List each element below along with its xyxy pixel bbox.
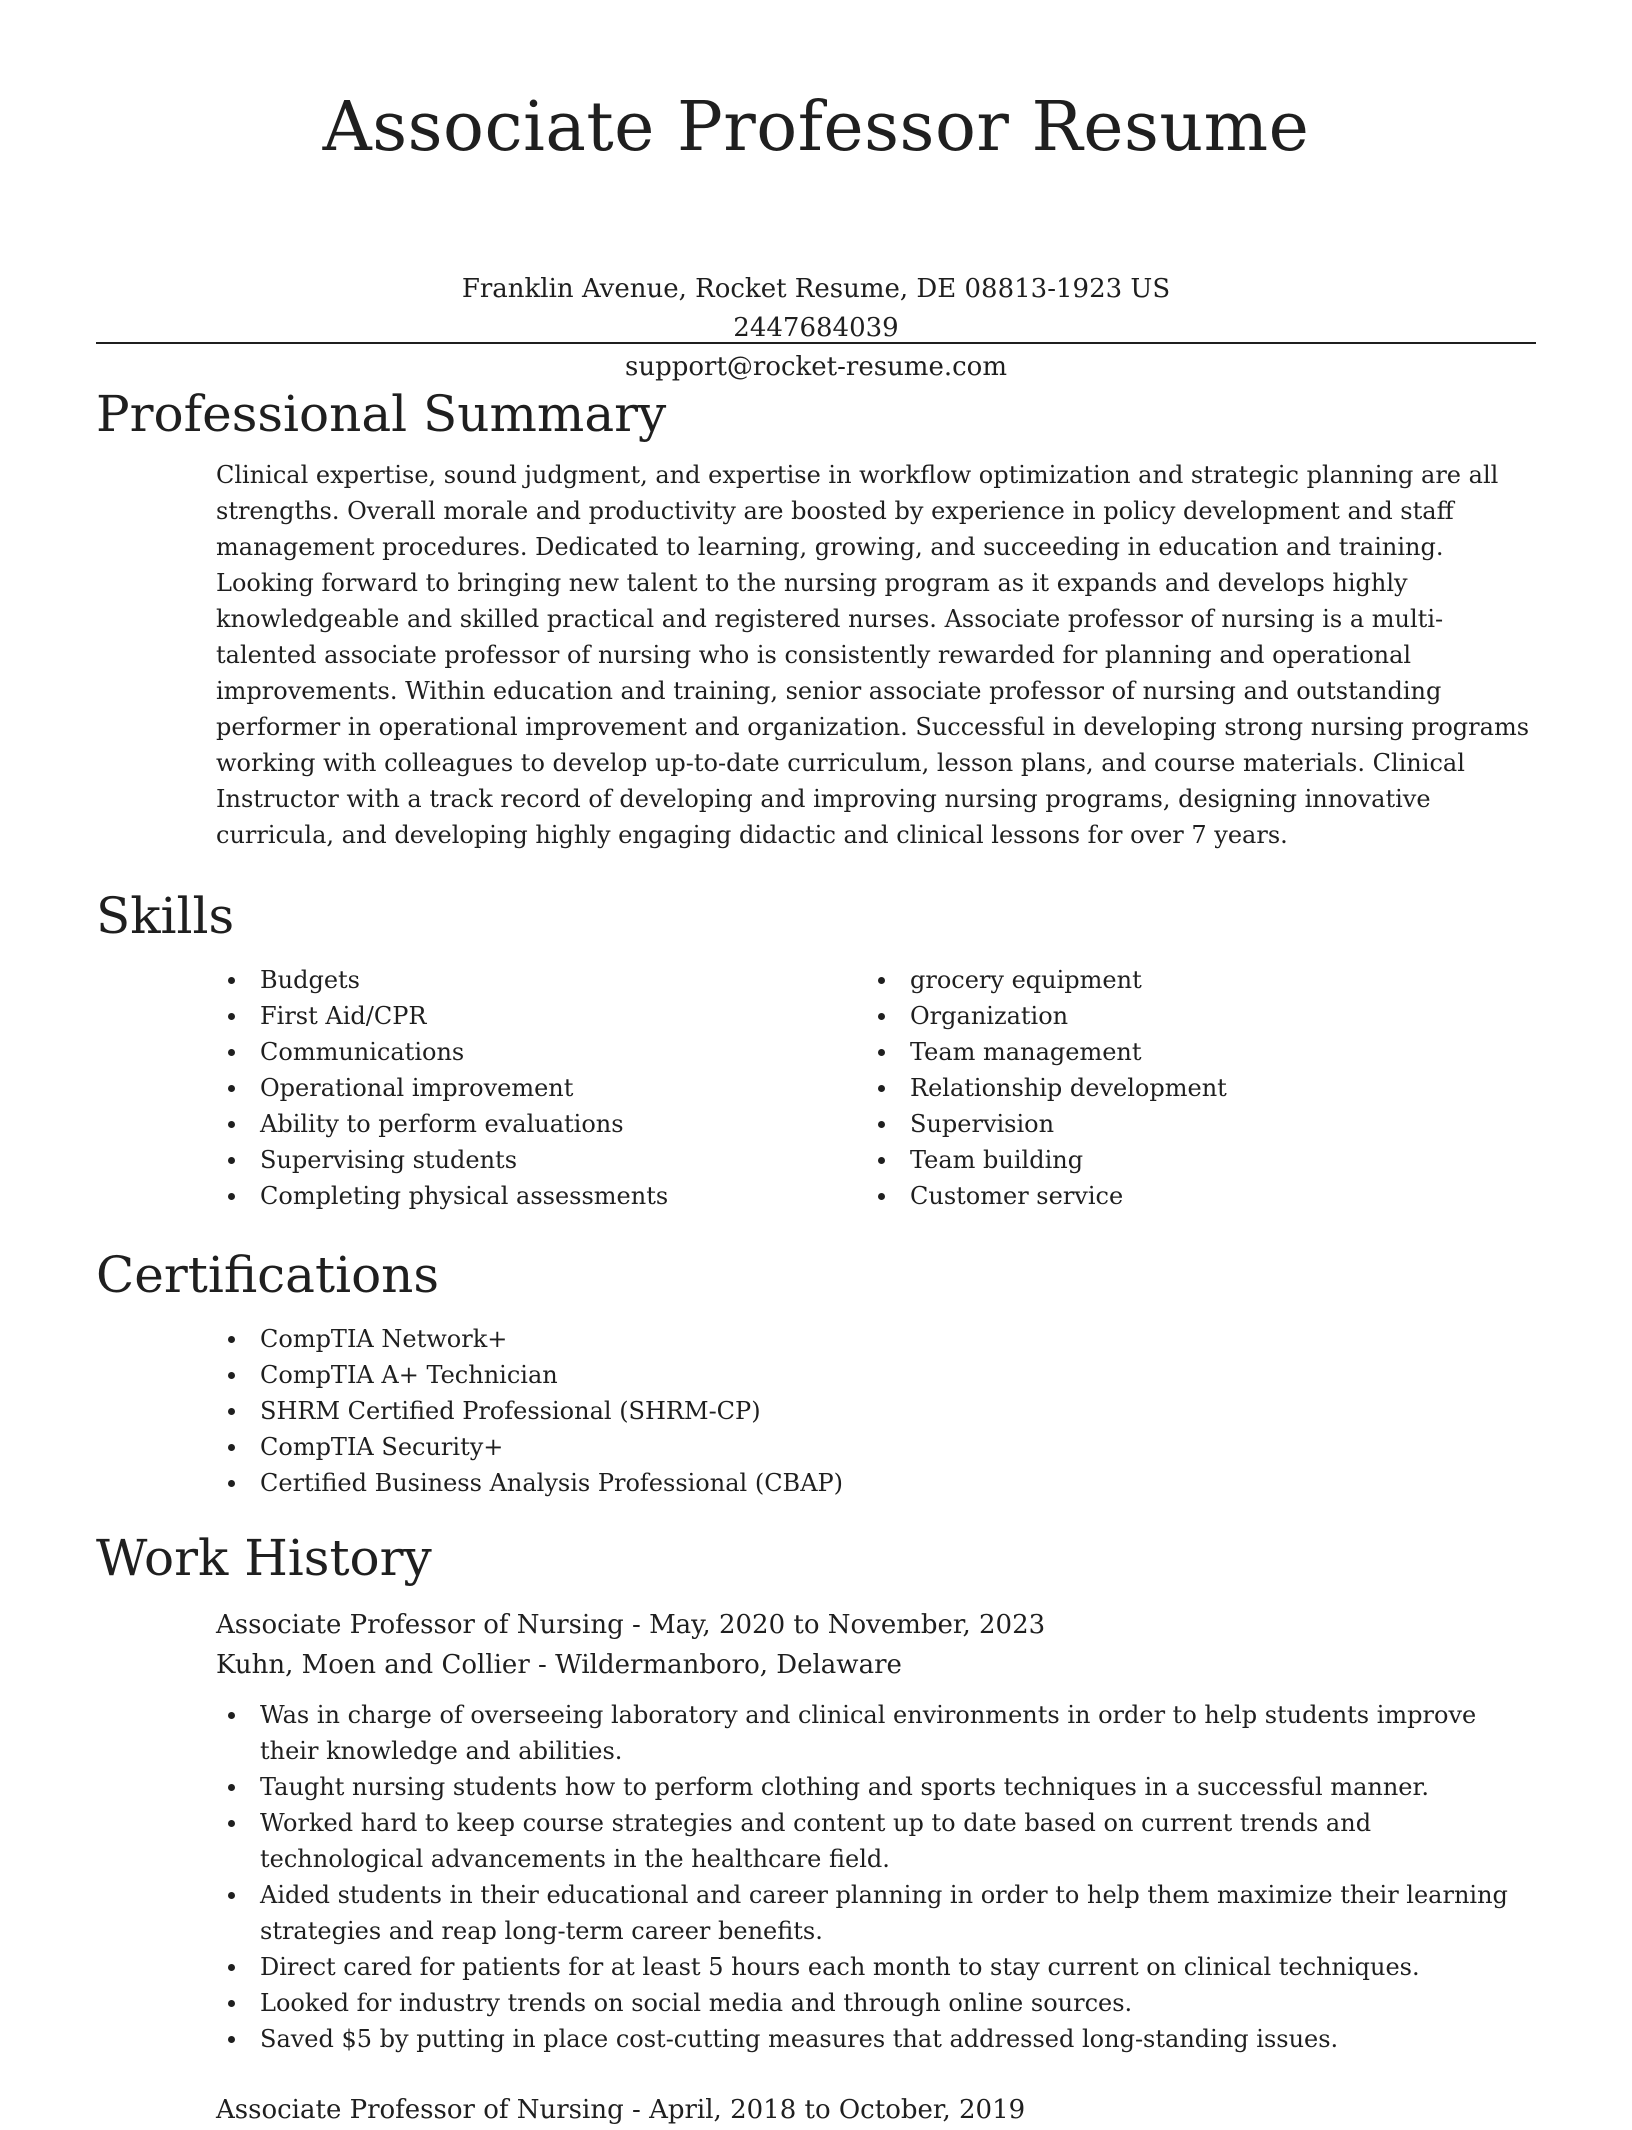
work-history-heading: Work History bbox=[96, 1529, 432, 1587]
skill-item: Communications bbox=[216, 1034, 856, 1070]
skills-left-column bbox=[216, 962, 856, 1214]
certification-item: SHRM Certified Professional (SHRM-CP) bbox=[216, 1393, 1532, 1429]
skill-item: Ability to perform evaluations bbox=[216, 1106, 856, 1142]
job-duty: Worked hard to keep course strategies and content up to date based on current trends and technological advancements in the healthcare field. bbox=[216, 1805, 1532, 1877]
certification-item: CompTIA Security+ bbox=[216, 1429, 1532, 1465]
certification-item: Certified Business Analysis Professional (CBAP) bbox=[216, 1465, 1532, 1501]
job-duties bbox=[96, 1697, 1532, 2057]
job-company-line bbox=[216, 1645, 1532, 1685]
job-title: Associate Professor of Nursing bbox=[216, 2095, 624, 2125]
job-company: Kuhn, Moen and Collier bbox=[216, 1650, 530, 1680]
summary-heading: Professional Summary bbox=[96, 385, 667, 443]
job-duty: Saved $5 by putting in place cost-cutting measures that addressed long-standing issues. bbox=[216, 2021, 1532, 2057]
page-title: Associate Professor Resume bbox=[322, 88, 1310, 167]
job-entry bbox=[216, 1605, 1532, 2057]
job-dates: April, 2018 to October, 2019 bbox=[649, 2095, 1026, 2125]
certification-item: CompTIA Network+ bbox=[216, 1321, 1532, 1357]
skill-item: Budgets bbox=[216, 962, 856, 998]
skill-item: Customer service bbox=[866, 1178, 1506, 1214]
job-title: Associate Professor of Nursing bbox=[216, 1610, 624, 1640]
job-separator: - bbox=[538, 1650, 556, 1680]
skill-item: Team management bbox=[866, 1034, 1506, 1070]
job-title-line bbox=[216, 1605, 1532, 1645]
skill-item: Completing physical assessments bbox=[216, 1178, 856, 1214]
summary-section bbox=[216, 457, 1532, 853]
certifications-section bbox=[216, 1321, 1532, 1501]
skills-right-column bbox=[866, 962, 1506, 1214]
contact-email: support@rocket-resume.com bbox=[624, 352, 1007, 382]
skill-item: Supervision bbox=[866, 1106, 1506, 1142]
job-location: Wildermanboro, Delaware bbox=[555, 1650, 902, 1680]
contact-address: Franklin Avenue, Rocket Resume, DE 08813-1923 US bbox=[461, 274, 1171, 304]
skills-heading: Skills bbox=[96, 887, 235, 945]
job-duty: Direct cared for patients for at least 5 hours each month to stay current on clinical techniques. bbox=[216, 1949, 1532, 1985]
job-duty: Taught nursing students how to perform clothing and sports techniques in a successful manner. bbox=[216, 1769, 1532, 1805]
skill-item: grocery equipment bbox=[866, 962, 1506, 998]
job-duty: Was in charge of overseeing laboratory and clinical environments in order to help students improve their knowledge and abilities. bbox=[216, 1697, 1532, 1769]
skill-item: Operational improvement bbox=[216, 1070, 856, 1106]
skill-item: First Aid/CPR bbox=[216, 998, 856, 1034]
job-entry bbox=[216, 2090, 1532, 2130]
job-separator: - bbox=[632, 1610, 650, 1640]
summary-text: Clinical expertise, sound judgment, and expertise in workflow optimization and strategic planning are all strengths. Overall morale and productivity are boosted by experience in policy development and staff management procedures. Dedicated to learning, growing, and succeeding in education and training. Looking forward to bringing new talent to the nursing program as it expands and develops highly knowledgeable and skilled practical and registered nurses. Associate professor of nursing is a multi-talented associate professor of nursing who is consistently rewarded for planning and operational improvements. Within education and training, senior associate professor of nursing and outstanding performer in operational improvement and organization. Successful in developing strong nursing programs working with colleagues to develop up-to-date curriculum, lesson plans, and course materials. Clinical Instructor with a track record of developing and improving nursing programs, designing innovative curricula, and developing highly engaging didactic and clinical lessons for over 7 years. bbox=[216, 461, 1530, 849]
contact-phone: 2447684039 bbox=[733, 313, 899, 343]
job-duty: Looked for industry trends on social media and through online sources. bbox=[216, 1985, 1532, 2021]
certifications-heading: Certifications bbox=[96, 1246, 440, 1304]
job-dates: May, 2020 to November, 2023 bbox=[649, 1610, 1046, 1640]
job-separator: - bbox=[632, 2095, 650, 2125]
resume-header bbox=[96, 80, 1536, 387]
job-title-line bbox=[216, 2090, 1532, 2130]
header-divider bbox=[96, 342, 1536, 344]
certification-item: CompTIA A+ Technician bbox=[216, 1357, 1532, 1393]
skill-item: Supervising students bbox=[216, 1142, 856, 1178]
job-duty: Aided students in their educational and career planning in order to help them maximize their learning strategies and reap long-term career benefits. bbox=[216, 1877, 1532, 1949]
skill-item: Organization bbox=[866, 998, 1506, 1034]
skill-item: Relationship development bbox=[866, 1070, 1506, 1106]
skill-item: Team building bbox=[866, 1142, 1506, 1178]
